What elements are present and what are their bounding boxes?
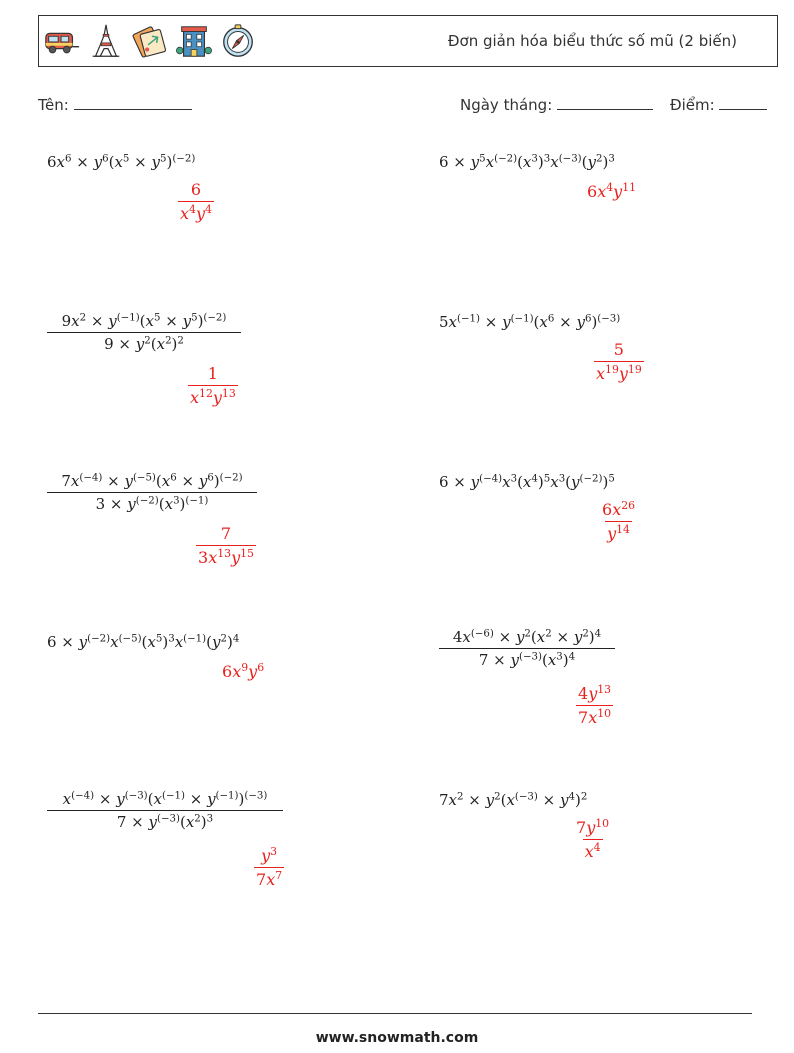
footer-site[interactable]: www.snowmath.com [315,1030,479,1046]
worksheet-title: Đơn giản hóa biểu thức số mũ (2 biến) [447,32,737,50]
footer-divider [38,1013,752,1014]
name-blank[interactable] [74,95,192,110]
hotel-building-icon [175,22,213,60]
answer-10: $\frac{7y^{10}}{x^4}$ [576,817,610,861]
score-label: Điểm: [670,96,715,114]
header-icons [43,22,257,62]
problem-4: $5x^{(-1)} \times y^{(-1)}(x^6 \times y^6)^{(-3)}$ [439,313,621,331]
problem-9: $\frac{x^{(-4)} \times y^{(-3)}(x^{(-1)} \times y^{(-1)})^{(-3)}}{7 \times y^{(-3)}(x^2)^3}$ [47,790,283,831]
problem-1: $6x^6 \times y^6(x^5 \times y^5)^{(-2)}$ [47,153,196,171]
problem-7: $6 \times y^{(-2)}x^{(-5)}(x^5)^3x^{(-1)}(y^2)^4$ [47,633,240,651]
score-field[interactable] [670,95,767,114]
problem-5: $\frac{7x^{(-4)} \times y^{(-5)}(x^6 \times y^6)^{(-2)}}{3 \times y^{(-2)}(x^3)^{(-1)}}$ [47,472,257,513]
header-box [38,15,778,67]
problem-3: $\frac{9x^2 \times y^{(-1)}(x^5 \times y^5)^{(-2)}}{9 \times y^2(x^2)^2}$ [47,312,241,353]
answer-3: $\frac{1}{x^{12}y^{13}}$ [190,364,236,407]
answer-9: $\frac{y^3}{7x^7}$ [256,845,283,889]
score-blank[interactable] [719,95,767,110]
problem-6: $6 \times y^{(-4)}x^3(x^4)^5x^3(y^{(-2)})^5$ [439,473,615,491]
answer-4: $\frac{5}{x^{19}y^{19}}$ [596,340,642,383]
date-field[interactable] [460,95,653,114]
name-label: Tên: [38,96,69,114]
date-label: Ngày tháng: [460,96,553,114]
answer-5: $\frac{7}{3x^{13}y^{15}}$ [198,524,254,567]
answer-7: $6x^9y^6$ [222,661,265,681]
answer-2: $6x^4y^{11}$ [587,181,637,201]
compass-icon [219,22,257,60]
passport-ticket-icon [131,22,169,60]
problem-2: $6 \times y^5x^{(-2)}(x^3)^3x^{(-3)}(y^2)^3$ [439,153,615,171]
problem-10: $7x^2 \times y^2(x^{(-3)} \times y^4)^2$ [439,791,588,809]
answer-8: $\frac{4y^{13}}{7x^{10}}$ [578,683,612,727]
answer-1: $\frac{6}{x^4y^4}$ [180,180,212,223]
problem-8: $\frac{4x^{(-6)} \times y^2(x^2 \times y^2)^4}{7 \times y^{(-3)}(x^3)^4}$ [439,628,615,669]
eiffel-tower-icon [87,22,125,60]
camper-van-icon [43,22,81,60]
answer-6: $\frac{6x^{26}}{y^{14}}$ [602,499,636,543]
name-field[interactable] [38,95,192,114]
date-blank[interactable] [557,95,653,110]
